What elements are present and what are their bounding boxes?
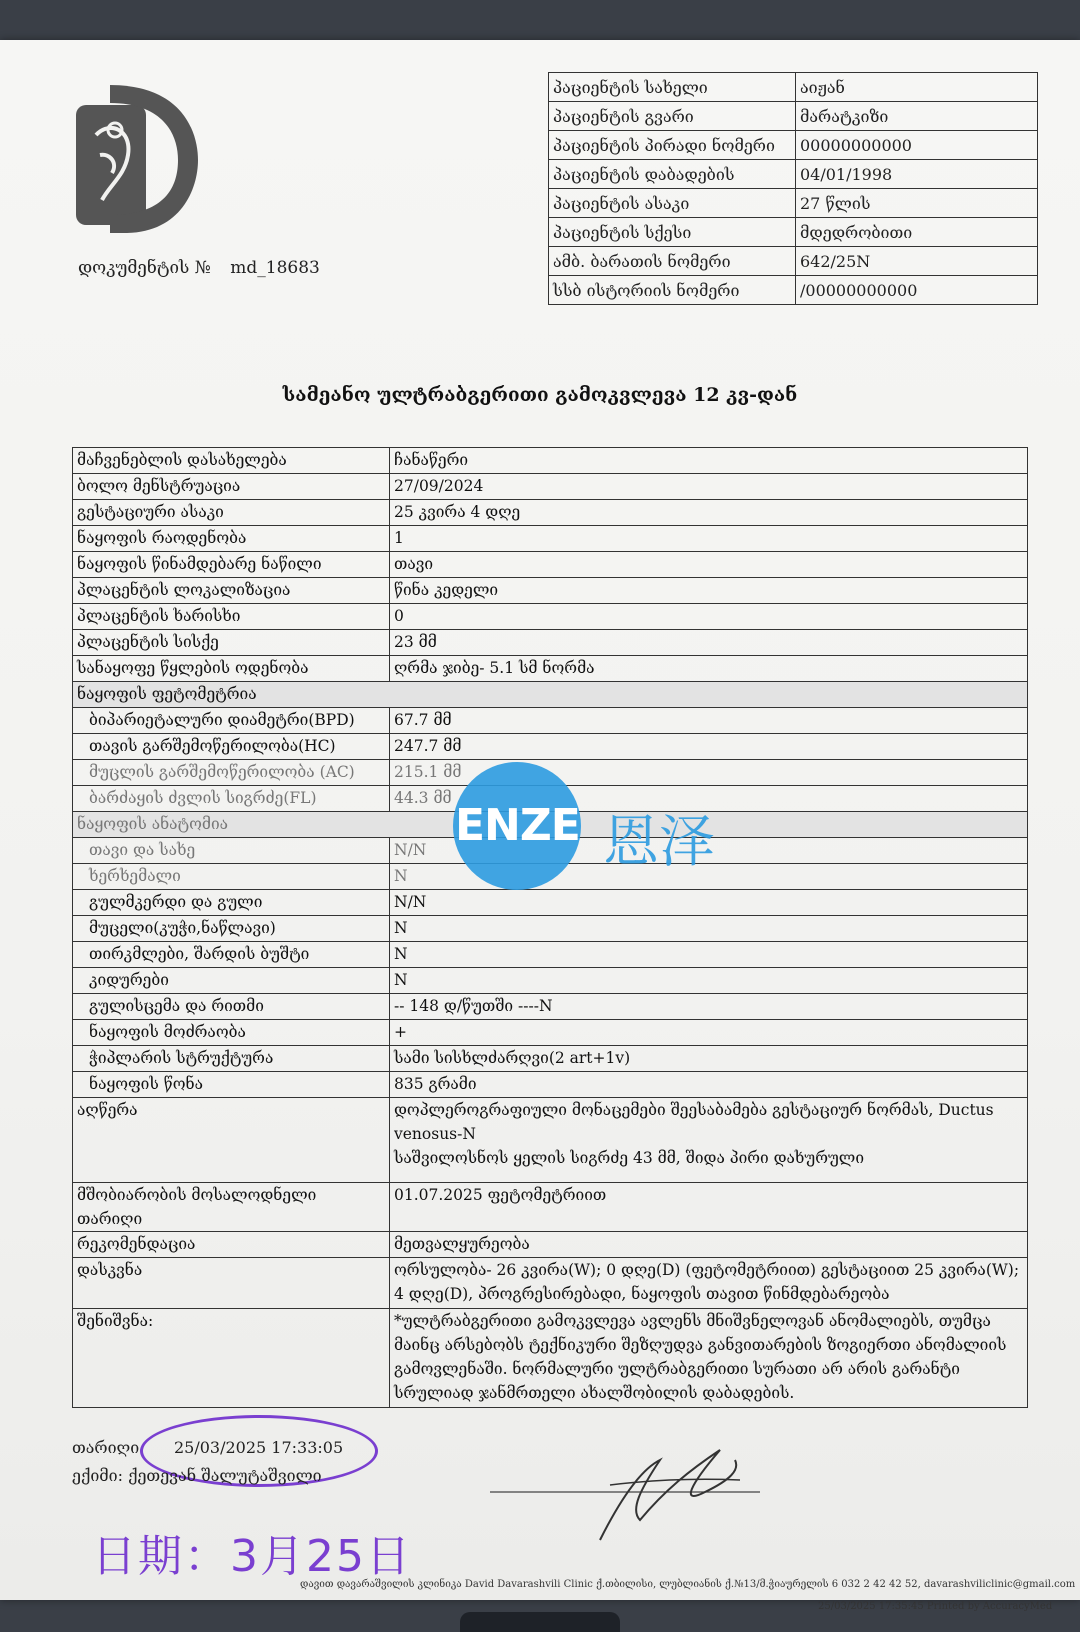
document-number: [78, 258, 334, 278]
row-value: 01.07.2025 ფეტომეტრიით: [390, 1183, 1028, 1232]
row-label: მუცელი(კუჭი,ნაწლავი): [73, 916, 390, 942]
watermark-cn-text: 恩泽: [603, 810, 715, 875]
row-label: ნაყოფის წინამდებარე ნაწილი: [73, 552, 390, 578]
row-label: ხერხემალი: [73, 864, 390, 890]
row-value: N: [390, 968, 1028, 994]
row-label: თავი და სახე: [73, 838, 390, 864]
row-value: N: [390, 916, 1028, 942]
table-row: [73, 578, 1028, 604]
signature: [490, 1430, 820, 1550]
patient-field-value: მდედრობითი: [796, 218, 1038, 247]
patient-row: [549, 247, 1038, 276]
table-row: [73, 604, 1028, 630]
table-row: [73, 448, 1028, 474]
table-row: [73, 708, 1028, 734]
row-label: პლაცენტის ხარისხი: [73, 604, 390, 630]
section-heading: ნაყოფის ანატომია: [73, 812, 1028, 838]
table-row: [73, 656, 1028, 682]
row-value: სამი სისხლძარღვი(2 art+1v): [390, 1046, 1028, 1072]
table-row: [73, 1258, 1028, 1309]
table-row: [73, 1046, 1028, 1072]
patient-row: [549, 160, 1038, 189]
row-value: 247.7 მმ: [390, 734, 1028, 760]
patient-row: [549, 189, 1038, 218]
patient-row: [549, 131, 1038, 160]
row-value: წინა კედელი: [390, 578, 1028, 604]
row-label: შენიშვნა:: [73, 1309, 390, 1408]
patient-field-value: აიჟან: [796, 73, 1038, 102]
row-value: 27/09/2024: [390, 474, 1028, 500]
clinic-address: დავით დავარაშვილის კლინიკა David Davarashvili Clinic ქ.თბილისი, ლუბლიანის ქ.№13/მ.ჭიაურელის 6 032 2 42 42 52, davarashviliclinic@gmail.com: [300, 1579, 1076, 1590]
patient-field-label: პაციენტის ასაკი: [549, 189, 796, 218]
row-label: გულმკერდი და გული: [73, 890, 390, 916]
row-label: მუცლის გარშემოწერილობა (AC): [73, 760, 390, 786]
clinic-logo: [70, 75, 200, 240]
table-row: [73, 1072, 1028, 1098]
row-label: აღწერა: [73, 1098, 390, 1183]
table-row: [73, 994, 1028, 1020]
patient-field-value: 00000000000: [796, 131, 1038, 160]
row-label: გულისცემა და რითმი: [73, 994, 390, 1020]
patient-field-label: პაციენტის გვარი: [549, 102, 796, 131]
table-row: [73, 1183, 1028, 1232]
row-label: თირკმლები, შარდის ბუშტი: [73, 942, 390, 968]
row-label: ბარძაყის ძვლის სიგრძე(FL): [73, 786, 390, 812]
row-value: ორსულობა- 26 კვირა(W); 0 დღე(D) (ფეტომეტრიით) გესტაციით 25 კვირა(W); 4 დღე(D), პროგრესირებადი, ნაყოფის თავით წინმდებარეობა: [390, 1258, 1028, 1309]
row-label: ნაყოფის წონა: [73, 1072, 390, 1098]
row-label: ნაყოფის რაოდენობა: [73, 526, 390, 552]
row-value: [390, 1098, 1028, 1183]
row-value: N: [390, 864, 1028, 890]
section-row: [73, 682, 1028, 708]
table-row: [73, 1309, 1028, 1408]
date-label: თარიღი: [72, 1438, 140, 1457]
date-value: 25/03/2025 17:33:05: [174, 1438, 344, 1457]
table-row: [73, 1232, 1028, 1258]
row-value: ჩანაწერი: [390, 448, 1028, 474]
table-row: [73, 1098, 1028, 1183]
patient-row: [549, 73, 1038, 102]
patient-row: [549, 276, 1038, 305]
patient-field-label: ამბ. ბარათის ნომერი: [549, 247, 796, 276]
row-value: 835 გრამი: [390, 1072, 1028, 1098]
patient-field-value: 04/01/1998: [796, 160, 1038, 189]
row-value: N/N: [390, 838, 1028, 864]
row-value: N: [390, 942, 1028, 968]
enze-watermark: [453, 762, 753, 892]
patient-field-value: 27 წლის: [796, 189, 1038, 218]
row-value: 25 კვირა 4 დღე: [390, 500, 1028, 526]
patient-field-value: 642/25N: [796, 247, 1038, 276]
row-value: 215.1 მმ: [390, 760, 1028, 786]
patient-field-label: პაციენტის სახელი: [549, 73, 796, 102]
doctor-line: ექიმი: ქეთევან შალუტაშვილი: [72, 1466, 322, 1485]
section-heading: ნაყოფის ფეტომეტრია: [73, 682, 1028, 708]
row-value: N/N: [390, 890, 1028, 916]
printed-by: 25/03/2025 17:35:45 Printed by AccuracyMed: [818, 1601, 1053, 1612]
row-value: 1: [390, 526, 1028, 552]
row-label: კიდურები: [73, 968, 390, 994]
table-row: [73, 630, 1028, 656]
patient-field-label: პაციენტის პირადი ნომერი: [549, 131, 796, 160]
patient-field-label: პაციენტის დაბადების: [549, 160, 796, 189]
row-label: სანაყოფე წყლების ოდენობა: [73, 656, 390, 682]
row-label: დასკვნა: [73, 1258, 390, 1309]
patient-info-table: [548, 72, 1038, 305]
row-label: მაჩვენებლის დასახელება: [73, 448, 390, 474]
row-value: 23 მმ: [390, 630, 1028, 656]
patient-field-value: /00000000000: [796, 276, 1038, 305]
watermark-en-text: ENZE: [455, 800, 580, 851]
row-label: გესტაციური ასაკი: [73, 500, 390, 526]
row-label: ჭიპლარის სტრუქტურა: [73, 1046, 390, 1072]
date-annotation: 日期：3月25日: [92, 1531, 412, 1582]
table-row: [73, 968, 1028, 994]
scroll-handle[interactable]: [460, 1612, 620, 1632]
row-label: რეკომენდაცია: [73, 1232, 390, 1258]
row-label: მშობიარობის მოსალოდნელი თარიღი: [73, 1183, 390, 1232]
row-label: ბიპარიეტალური დიამეტრი(BPD): [73, 708, 390, 734]
patient-row: [549, 218, 1038, 247]
row-value: თავი: [390, 552, 1028, 578]
row-label: ნაყოფის მოძრაობა: [73, 1020, 390, 1046]
row-label: თავის გარშემოწერილობა(HC): [73, 734, 390, 760]
row-label: პლაცენტის ლოკალიზაცია: [73, 578, 390, 604]
row-value: +: [390, 1020, 1028, 1046]
row-label: პლაცენტის სისქე: [73, 630, 390, 656]
date-line: [72, 1438, 344, 1457]
ultrasound-results-table: [72, 447, 1028, 1408]
document-number-label: დოკუმენტის №: [78, 258, 211, 278]
table-row: [73, 500, 1028, 526]
description-line: საშვილოსნოს ყელის სიგრძე 43 მმ, შიდა პირი დახურული: [394, 1149, 865, 1167]
row-value: 44.3 მმ: [390, 786, 1028, 812]
patient-field-value: მარატკიზი: [796, 102, 1038, 131]
table-row: [73, 890, 1028, 916]
description-line: დოპლეროგრაფიული მონაცემები შეესაბამება გესტაციურ ნორმას, Ductus venosus-N: [394, 1101, 994, 1143]
row-value: ღრმა ჯიბე- 5.1 სმ ნორმა: [390, 656, 1028, 682]
table-row: [73, 916, 1028, 942]
row-value: მეთვალყურეობა: [390, 1232, 1028, 1258]
patient-field-label: პაციენტის სქესი: [549, 218, 796, 247]
table-row: [73, 474, 1028, 500]
row-label: ბოლო მენსტრუაცია: [73, 474, 390, 500]
table-row: [73, 526, 1028, 552]
patient-field-label: სსბ ისტორიის ნომერი: [549, 276, 796, 305]
table-row: [73, 942, 1028, 968]
patient-row: [549, 102, 1038, 131]
table-row: [73, 734, 1028, 760]
table-row: [73, 552, 1028, 578]
row-value: *ულტრაბგერითი გამოკვლევა ავლენს მნიშვნელოვან ანომალიებს, თუმცა მაინც არსებობს ტექნიკური შეზღუდვა განვითარების ზოგიერთი ანომალიის გამოვლენაში. ნორმალური ულტრაბგერითი სურათი არ არის გარანტი სრულიად ჯანმრთელი ახალშობილის დაბადების.: [390, 1309, 1028, 1408]
document-number-value: md_18683: [230, 258, 320, 278]
row-value: -- 148 დ/წუთში ----N: [390, 994, 1028, 1020]
document-page: [0, 40, 1080, 1612]
row-value: 67.7 მმ: [390, 708, 1028, 734]
report-title: სამეანო ულტრაბგერითი გამოკვლევა 12 კვ-დან: [282, 384, 798, 406]
row-value: 0: [390, 604, 1028, 630]
table-row: [73, 1020, 1028, 1046]
